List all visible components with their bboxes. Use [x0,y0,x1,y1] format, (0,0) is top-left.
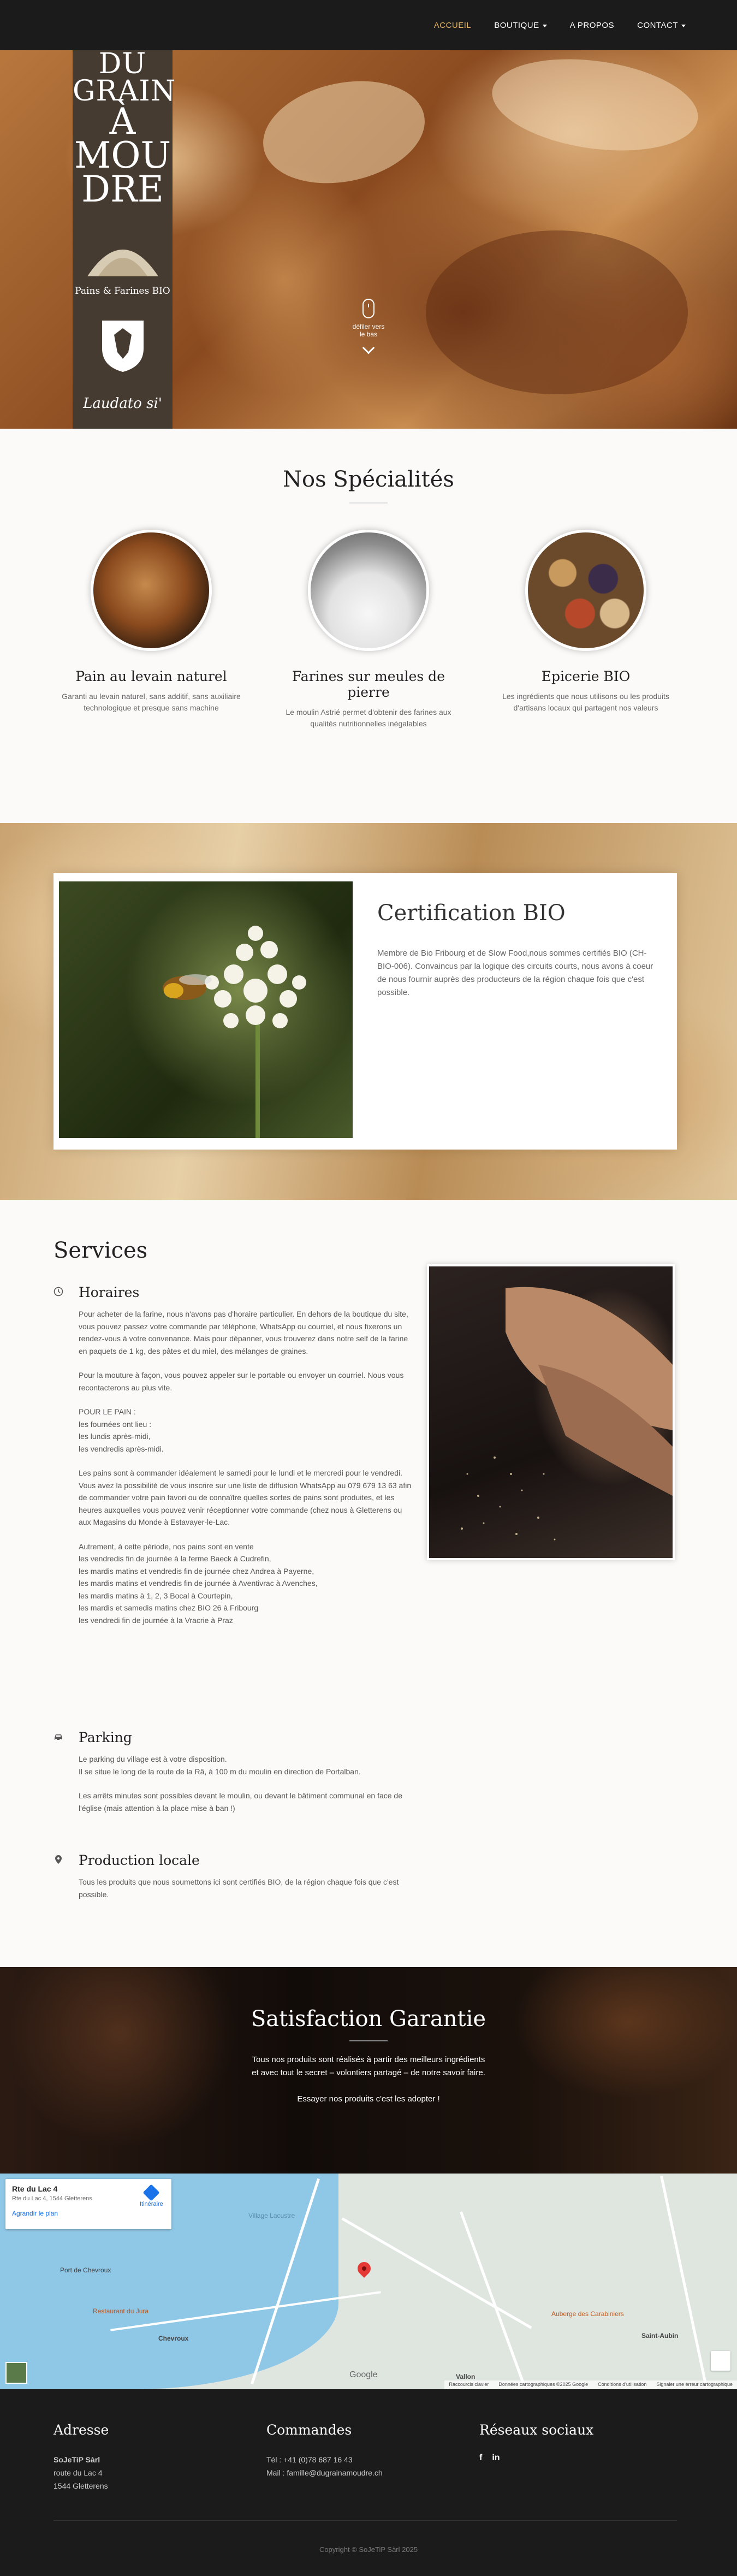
mouse-icon [362,299,375,318]
email-link[interactable]: Mail : famille@dugrainamoudre.ch [266,2468,383,2477]
scroll-down-hint[interactable] [349,299,388,352]
speciality-text: Le moulin Astrié permet d'obtenir des farines aux qualités nutritionnelles inégalables [286,708,451,728]
top-navigation [0,0,737,50]
certification-section [0,823,737,1200]
service-text-line: les fournées ont lieu : [79,1419,152,1429]
footer-title: Réseaux sociaux [479,2422,594,2438]
services-section [0,1200,737,1967]
map-label: Port de Chevroux [60,2266,111,2274]
service-text-line: Il se situe le long de la route de la Râ, à 100 m du moulin en direction de Portalban. [79,1767,361,1776]
logo-text-mou: MOU [74,134,171,176]
service-text-line: Autrement, à cette période, nos pains sont en vente [79,1542,254,1551]
footer-title: Adresse [54,2422,109,2438]
company-name: SoJeTiP Sàrl [54,2455,100,2464]
service-text-line: les vendredis fin de journée à la ferme Baeck à Cudrefin, [79,1554,271,1563]
clock-icon [54,1287,63,1296]
place-title: Rte du Lac 4 [12,2184,58,2193]
brand-logo[interactable] [73,50,176,429]
service-text: Tous les produits que nous soumettons ici sont certifiés BIO, de la région chaque fois que c'est possible. [79,1878,399,1899]
nav-item-accueil[interactable]: ACCUEIL [433,21,472,30]
logo-text-a: À [109,100,136,143]
map-location-pin-icon[interactable] [355,2259,373,2278]
map-terms-link[interactable]: Conditions d'utilisation [598,2382,647,2387]
bee-on-flower-image [59,881,353,1138]
service-text: Les arrêts minutes sont possibles devant le moulin, ou devant le bâtiment communal en face de l'église (mais attention à la place mise à ban !) [79,1791,402,1813]
logo-tagline: Pains & Farines BIO [75,286,170,297]
logo-text-dre: DRE [81,168,164,210]
nav-item-apropos[interactable]: A PROPOS [569,21,615,30]
certification-title: Certification BIO [377,901,566,926]
service-text-line: les mardis matins et vendredis fin de journée à Aventivrac à Avenches, [79,1579,318,1588]
map-shortcuts-link[interactable]: Raccourcis clavier [449,2382,489,2387]
satisfaction-text [0,2053,737,2106]
location-pin-icon [54,1855,63,1864]
service-text-line: POUR LE PAIN : [79,1407,136,1416]
flower-illustration [59,881,353,1138]
bread-highlight [486,50,704,163]
service-text [79,1541,414,1627]
satisfaction-line: et avec tout le secret – volontiers partagé – de notre savoir faire. [252,2068,485,2077]
bread-crust [426,230,688,394]
service-horaires [54,1284,414,1638]
map-label: Restaurant du Jura [93,2307,149,2315]
certification-text: Membre de Bio Fribourg et de Slow Food,nous sommes certifiés BIO (CH-BIO-006). Convaincus par la logique des circuits courts, nous avons à coeur de nous fournir auprès des producteurs de la région chaque fois que c'est possible. [377,949,653,997]
nav-item-contact-label: CONTACT [637,21,678,30]
map-place-card [5,2179,171,2229]
footer-address [54,2422,109,2492]
scroll-down-label: défiler vers le bas [352,323,385,338]
service-text [79,1406,414,1455]
title-divider [349,502,388,504]
shield-crest-icon [100,318,146,373]
footer-divider [54,2520,677,2521]
service-production [54,1852,414,1912]
logo-text-grain: GRAIN [73,75,176,108]
speciality-card[interactable] [58,530,244,714]
service-text-line: les vendredis après-midi. [79,1444,164,1453]
satisfaction-line: Tous nos produits sont réalisés à partir des meilleurs ingrédients [252,2055,485,2064]
chevron-down-icon [543,25,547,27]
google-logo: Google [349,2370,378,2379]
speciality-text: Les ingrédients que nous utilisons ou les produits d'artisans locaux qui partagent nos valeurs [502,692,669,712]
directions-button[interactable] [140,2187,163,2207]
speciality-title: Pain au levain naturel [75,668,227,684]
service-text-line: les mardis matins à 1, 2, 3 Bocal à Courtepin, [79,1591,233,1600]
flour-pile-icon [82,228,164,277]
chevron-down-icon [362,342,375,354]
enlarge-map-link[interactable]: Agrandir le plan [12,2210,58,2217]
footer-orders [266,2422,383,2479]
speciality-card[interactable] [276,530,461,730]
nav-item-contact[interactable] [637,21,686,30]
service-text: Les pains sont à commander idéalement le samedi pour le lundi et le mercredi pour le vendredi. Vous avez la possibilité de vous inscrire sur une liste de diffusion WhatsApp au 079 679 13 63 afin de commander votre pain favori ou de connaître quelles sortes de pains sont produites, et les heures auxquelles vous pouvez venir réceptionner votre commande (chez nous à Gletterens ou aux Magasins du Monde à Estavayer-le-Lac. [79,1468,412,1526]
bread-highlight [254,67,435,197]
title-divider [349,2040,388,2041]
logo-motto: Laudato si' [83,395,162,412]
google-map[interactable] [0,2174,737,2389]
map-label: Vallon [456,2373,476,2380]
hands-illustration [429,1266,673,1558]
footer-social [479,2422,593,2463]
chevron-down-icon [681,25,686,27]
map-road [342,2217,532,2329]
map-data-credit: Données cartographiques ©2025 Google [498,2382,589,2387]
street: route du Lac 4 [54,2468,103,2477]
place-address: Rte du Lac 4, 1544 Gletterens [12,2195,92,2202]
flour-image [308,530,429,651]
speciality-title: Farines sur meules de pierre [292,668,445,700]
map-road [460,2211,526,2386]
bread-image [91,530,212,651]
map-label: Chevroux [158,2335,189,2342]
speciality-text: Garanti au levain naturel, sans additif, sans auxiliaire technologique et presque sans machine [62,692,241,712]
service-text-line: les mardis et samedis matins chez BIO 26 à Fribourg [79,1603,259,1612]
map-report-link[interactable]: Signaler une erreur cartographique [656,2382,733,2387]
hero-banner [0,50,737,429]
satisfaction-title: Satisfaction Garantie [251,2006,486,2032]
hands-with-flour-image [427,1264,675,1560]
service-parking [54,1730,414,1826]
map-label: Village Lacustre [248,2212,295,2219]
map-label: Auberge des Carabiniers [551,2310,624,2318]
service-text-line: les mardis matins et vendredis fin de journée chez Andrea à Payerne, [79,1566,314,1576]
map-attribution [444,2380,737,2389]
service-text: Pour la mouture à façon, vous pouvez appeler sur le portable ou envoyer un courriel. Nous vous recontacterons au plus vite. [79,1371,404,1392]
service-title: Production locale [79,1852,200,1868]
service-text-line: Le parking du village est à votre disposition. [79,1755,227,1763]
service-text: Pour acheter de la farine, nous n'avons pas d'horaire particulier. En dehors de la boutique du site, vous pouvez passez votre commande par téléphone, WhatsApp ou courriel, et nous fixerons un rendez-vous à votre convenance. Mais pour dépanner, vous trouverez dans notre self de la farine en paquets de 1 kg, des pâtes et du miel, des mélanges de graines. [79,1310,408,1355]
service-title: Horaires [79,1284,140,1300]
logo-text-du: DU [98,50,147,80]
nav-menu [434,21,686,30]
services-title: Services [54,1238,148,1263]
speciality-title: Epicerie BIO [541,668,631,684]
satellite-view-toggle[interactable] [5,2362,27,2384]
site-footer [0,2389,737,2576]
linkedin-icon[interactable]: in [492,2453,500,2462]
service-title: Parking [79,1730,132,1745]
satisfaction-line: Essayer nos produits c'est les adopter ! [297,2094,440,2104]
service-text-line: les vendredi fin de journée à la Vracrie à Praz [79,1615,233,1625]
nav-item-boutique-label: BOUTIQUE [494,21,539,30]
service-text-line: les lundis après-midi, [79,1432,151,1441]
nav-item-boutique[interactable] [494,21,546,30]
section-title: Nos Spécialités [283,467,454,492]
specialities-section [0,429,737,823]
directions-label: Itinéraire [140,2201,163,2207]
city: 1544 Gletterens [54,2482,108,2490]
speciality-card[interactable] [493,530,679,714]
copyright: Copyright © SoJeTiP Sàrl 2025 [319,2545,418,2554]
service-text [79,1753,414,1778]
footer-title: Commandes [266,2422,352,2438]
certification-card [54,873,677,1150]
map-label: Saint-Aubin [641,2332,679,2340]
dried-fruits-image [525,530,646,651]
fullscreen-button[interactable] [711,2351,730,2371]
map-road [660,2176,708,2387]
satisfaction-section [0,1967,737,2174]
facebook-icon[interactable]: f [479,2453,483,2462]
phone-link[interactable]: Tél : +41 (0)78 687 16 43 [266,2455,353,2464]
car-icon [54,1732,63,1742]
directions-icon [142,2184,159,2201]
